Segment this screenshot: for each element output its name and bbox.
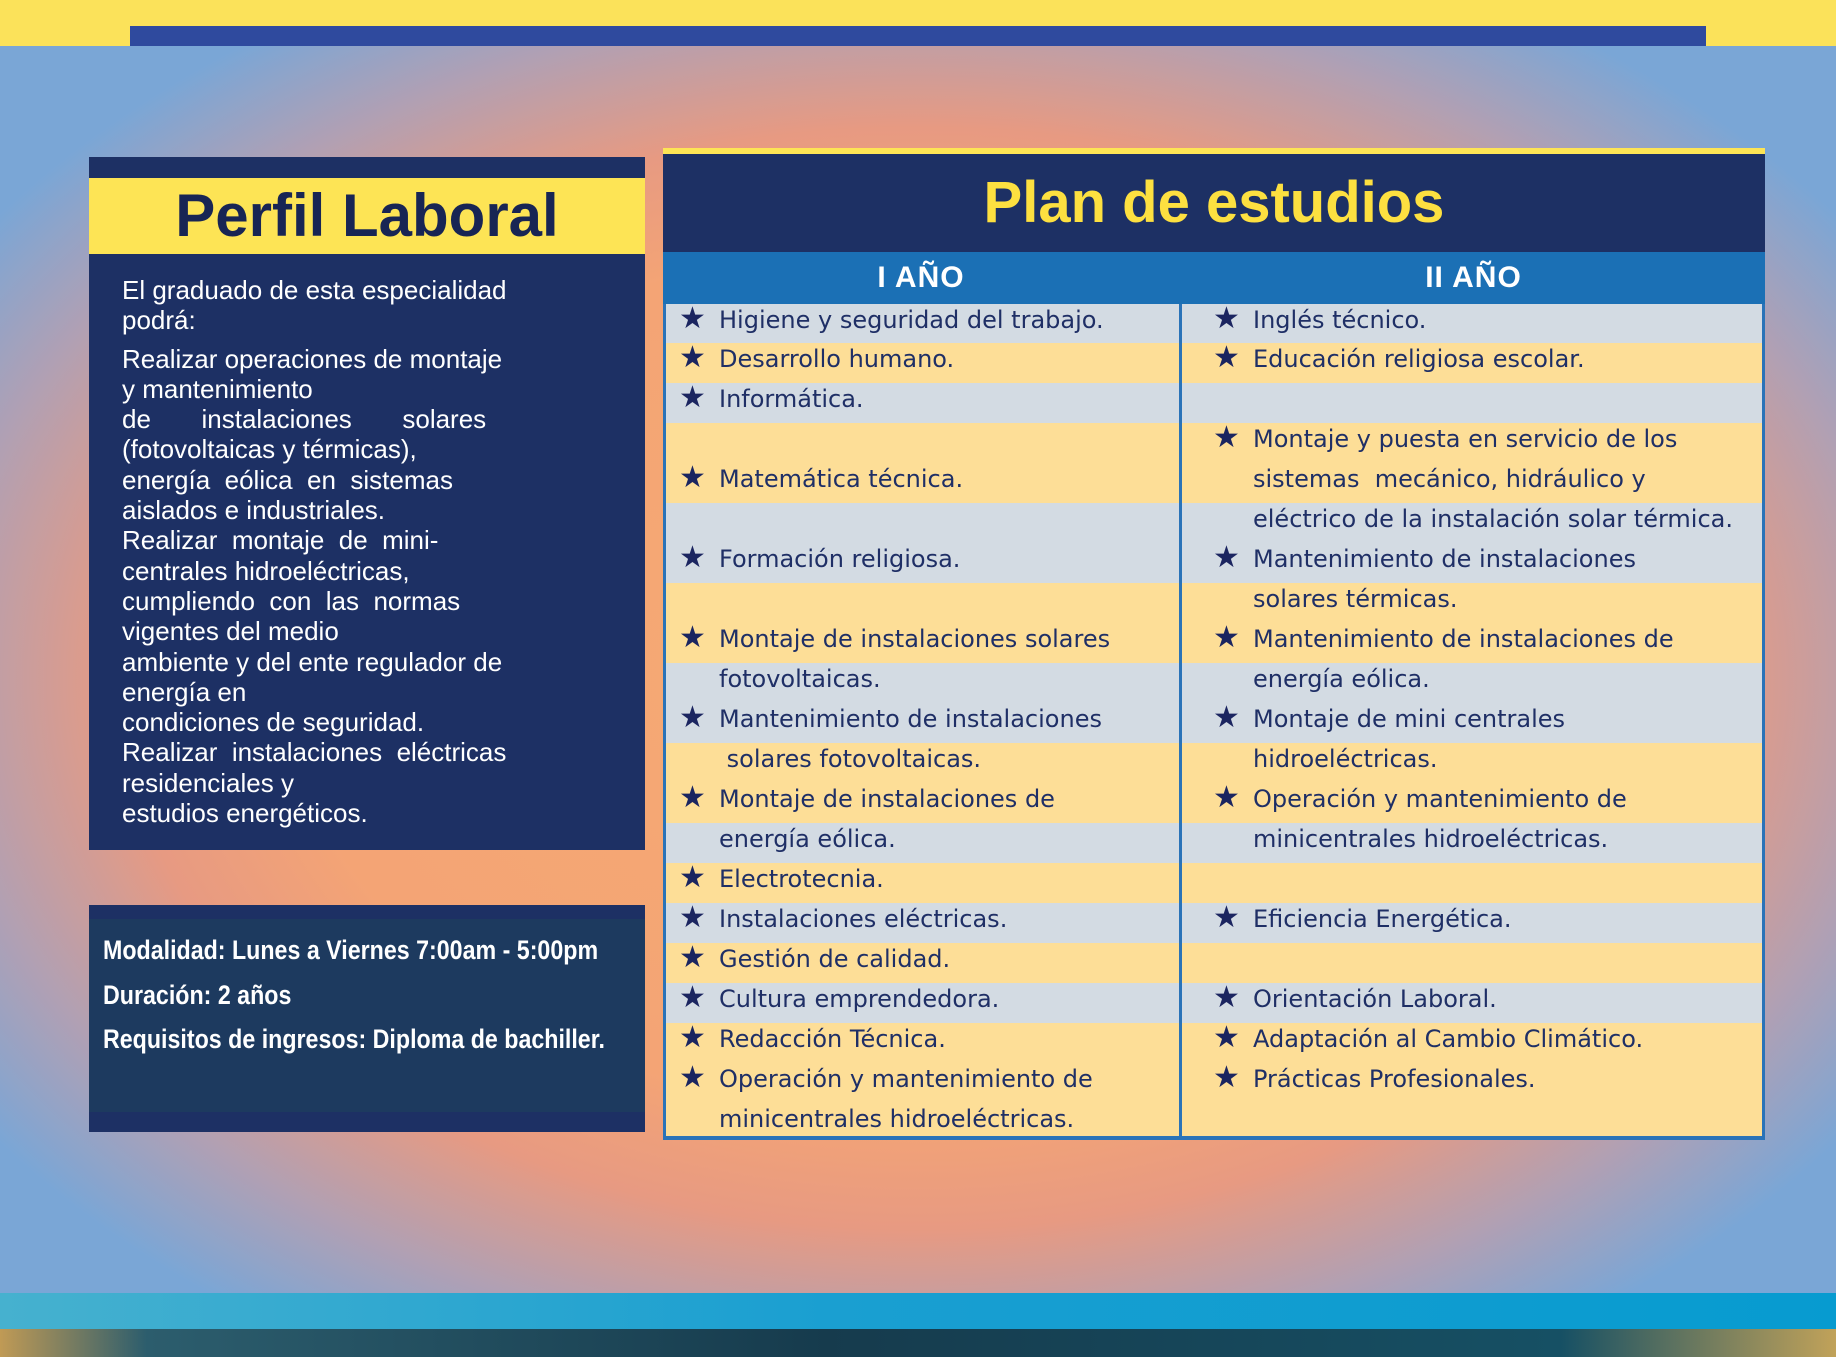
info-top-bar [89, 905, 645, 919]
bottom-dark-band [0, 1329, 1836, 1357]
perfil-line: y mantenimiento [122, 373, 313, 404]
subject-label: Mantenimiento de instalaciones solares fotovoltaicas. [719, 705, 1102, 773]
perfil-line: centrales hidroeléctricas, [122, 555, 410, 586]
subject-label: Educación religiosa escolar. [1253, 345, 1585, 373]
star-icon: ★ [679, 900, 706, 935]
star-icon: ★ [1213, 620, 1240, 655]
subject-label: Inglés técnico. [1253, 306, 1427, 334]
perfil-line: de instalaciones solares [122, 404, 487, 435]
perfil-line: cumpliendo con las normas [122, 585, 461, 616]
subject-label: Instalaciones eléctricas. [719, 905, 1008, 933]
perfil-line: vigentes del medio [122, 616, 339, 647]
plan-title: Plan de estudios [983, 170, 1445, 235]
subject-label: Operación y mantenimiento de minicentrales hidroeléctricas. [1253, 785, 1627, 853]
star-icon: ★ [679, 301, 706, 336]
subject-label: Eficiencia Energética. [1253, 905, 1512, 933]
perfil-title: Perfil Laboral [175, 182, 559, 249]
star-icon: ★ [679, 980, 706, 1015]
perfil-title-bar [89, 178, 645, 254]
perfil-line: podrá: [122, 305, 196, 336]
star-icon: ★ [1213, 420, 1240, 455]
subject-label: Mantenimiento de instalaciones solares térmicas. [1253, 545, 1636, 613]
star-icon: ★ [1213, 301, 1240, 336]
perfil-line: Realizar operaciones de montaje [122, 343, 503, 374]
star-icon: ★ [1213, 980, 1240, 1015]
subject-label: Mantenimiento de instalaciones de energía eólica. [1253, 625, 1674, 693]
star-icon: ★ [679, 780, 706, 815]
star-icon: ★ [679, 620, 706, 655]
star-icon: ★ [679, 1020, 706, 1055]
star-icon: ★ [1213, 900, 1240, 935]
table-border-left [663, 304, 666, 1140]
subject-label: Montaje de mini centrales hidroeléctricas. [1253, 705, 1566, 773]
modalidad-text: Modalidad: Lunes a Viernes 7:00am - 5:00pm [103, 935, 599, 965]
table-border-bottom [663, 1136, 1765, 1140]
subject-label: Prácticas Profesionales. [1253, 1065, 1536, 1093]
star-icon: ★ [1213, 780, 1240, 815]
subject-label: Formación religiosa. [719, 545, 961, 573]
star-icon: ★ [679, 860, 706, 895]
star-icon: ★ [679, 340, 706, 375]
perfil-line: residenciales y [122, 767, 294, 798]
plan-column-header-row [663, 252, 1765, 304]
subject-label: Montaje y puesta en servicio de los sistemas mecánico, hidráulico y eléctrico de la instalación solar térmica. [1253, 425, 1733, 533]
duracion-text: Duración: 2 años [103, 980, 292, 1010]
star-icon: ★ [679, 460, 706, 495]
subject-label: Adaptación al Cambio Climático. [1253, 1025, 1644, 1053]
perfil-line: condiciones de seguridad. [122, 707, 425, 738]
star-icon: ★ [1213, 1020, 1240, 1055]
subject-label: Electrotecnia. [719, 865, 884, 893]
perfil-line: El graduado de esta especialidad [122, 275, 507, 305]
perfil-line: (fotovoltaicas y térmicas), [122, 434, 417, 465]
requisitos-text: Requisitos de ingresos: Diploma de bachiller. [103, 1024, 605, 1054]
subject-label: Montaje de instalaciones de energía eólica. [719, 785, 1055, 853]
perfil-line: aislados e industriales. [122, 495, 386, 526]
perfil-line: energía en [122, 676, 247, 707]
info-bottom-bar [89, 1112, 645, 1132]
perfil-line: energía eólica en sistemas [122, 464, 453, 495]
subject-label: Higiene y seguridad del trabajo. [719, 306, 1104, 334]
perfil-line: estudios energéticos. [122, 798, 368, 829]
perfil-line: Realizar instalaciones eléctricas [122, 737, 507, 768]
column-divider [1179, 304, 1182, 1136]
star-icon: ★ [679, 540, 706, 575]
perfil-description [122, 275, 630, 828]
perfil-line: ambiente y del ente regulador de [122, 646, 503, 677]
star-icon: ★ [679, 700, 706, 735]
table-border-right [1762, 304, 1765, 1140]
star-icon: ★ [1213, 700, 1240, 735]
subject-label: Gestión de calidad. [719, 945, 951, 973]
subject-label: Montaje de instalaciones solares fotovoltaicas. [719, 625, 1111, 693]
column-header-year-1: I AÑO [877, 261, 965, 294]
plan-de-estudios-table [663, 148, 1765, 1140]
subject-label: Desarrollo humano. [719, 345, 955, 373]
subject-label: Informática. [719, 385, 864, 413]
perfil-laboral-panel [89, 157, 645, 850]
star-icon: ★ [1213, 1060, 1240, 1095]
subject-label: Cultura emprendedora. [719, 985, 1000, 1013]
star-icon: ★ [1213, 540, 1240, 575]
column-header-year-2: II AÑO [1425, 261, 1522, 294]
top-blue-bar [130, 26, 1706, 46]
subject-label: Redacción Técnica. [719, 1025, 946, 1053]
subject-label: Orientación Laboral. [1253, 985, 1497, 1013]
bottom-blue-band [0, 1293, 1836, 1329]
star-icon: ★ [679, 940, 706, 975]
star-icon: ★ [679, 1060, 706, 1095]
info-panel [89, 905, 645, 1132]
perfil-line: Realizar montaje de mini- [122, 525, 439, 556]
subject-label: Operación y mantenimiento de minicentrales hidroeléctricas. [719, 1065, 1093, 1133]
star-icon: ★ [1213, 340, 1240, 375]
star-icon: ★ [679, 380, 706, 415]
subject-label: Matemática técnica. [719, 465, 964, 493]
